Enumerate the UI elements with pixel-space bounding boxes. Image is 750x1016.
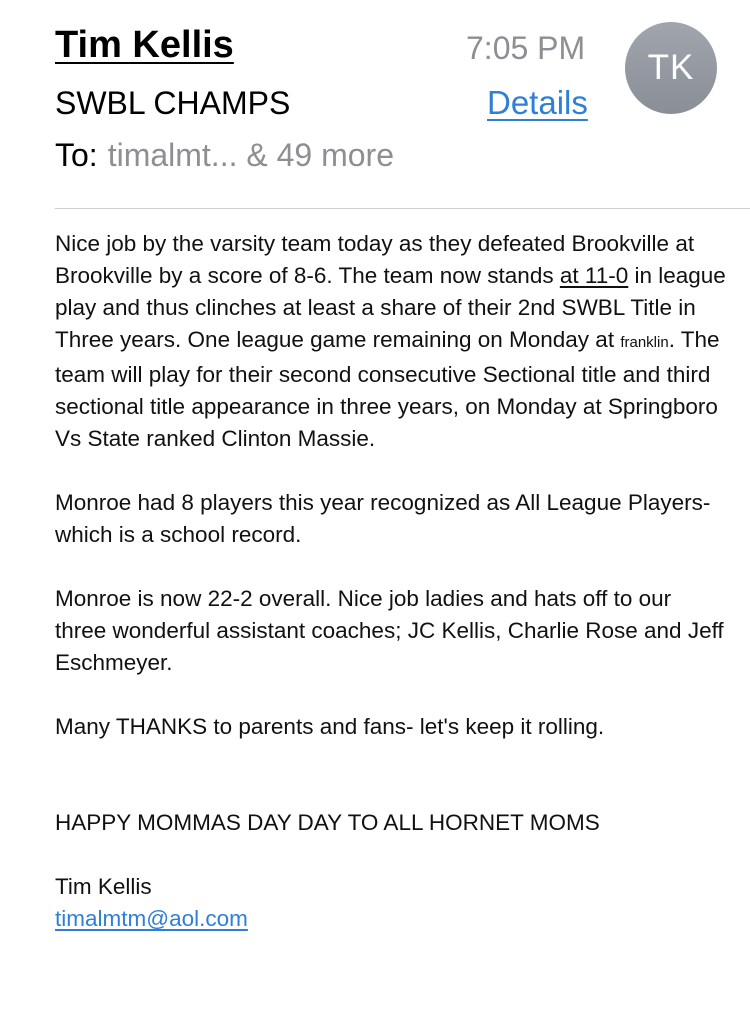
recipients-list[interactable]: timalmt... & 49 more [107, 137, 394, 173]
body-paragraph-results [55, 228, 727, 455]
sender-avatar[interactable] [625, 22, 717, 114]
to-label: To: [55, 137, 98, 173]
record-detected-link[interactable]: at 11-0 [559, 263, 629, 288]
body-paragraph-all-league: Monroe had 8 players this year recognized as All League Players-which is a school record. [55, 490, 711, 547]
sent-time: 7:05 PM [466, 30, 586, 66]
header-divider [55, 208, 750, 209]
body-paragraph-overall: Monroe is now 22-2 overall. Nice job ladies and hats off to our three wonderful assistant coaches; JC Kellis, Charlie Rose and Jeff Eschmeyer. [55, 586, 724, 675]
body-paragraph-mothers-day: HAPPY MOMMAS DAY DAY TO ALL HORNET MOMS [55, 810, 600, 835]
body-paragraph-thanks: Many THANKS to parents and fans- let's keep it rolling. [55, 714, 605, 739]
results-text-start: Nice job by the varsity team today as they defeated Brookville at Brookville by a score of 8-6. The team now stands [55, 231, 695, 288]
recipients-line [55, 134, 394, 176]
sender-name[interactable]: Tim Kellis [55, 24, 234, 66]
results-text-end: . The team will play for their second consecutive Sectional title and third sectional title appearance in three years, on Monday at Springboro Vs State ranked Clinton Massie. [55, 327, 720, 451]
email-header [0, 0, 750, 208]
details-link[interactable]: Details [487, 84, 588, 121]
signature-name: Tim Kellis [55, 874, 152, 899]
email-subject: SWBL CHAMPS [55, 85, 291, 121]
email-body [55, 228, 727, 935]
signature-email-link[interactable]: timalmtm@aol.com [55, 906, 248, 931]
franklin-text: franklin [620, 334, 669, 351]
results-text-middle: in league play and thus clinches at least a share of their 2nd SWBL Title in Three years. One league game remaining on Monday at [55, 263, 726, 352]
avatar-initials: TK [647, 48, 695, 87]
